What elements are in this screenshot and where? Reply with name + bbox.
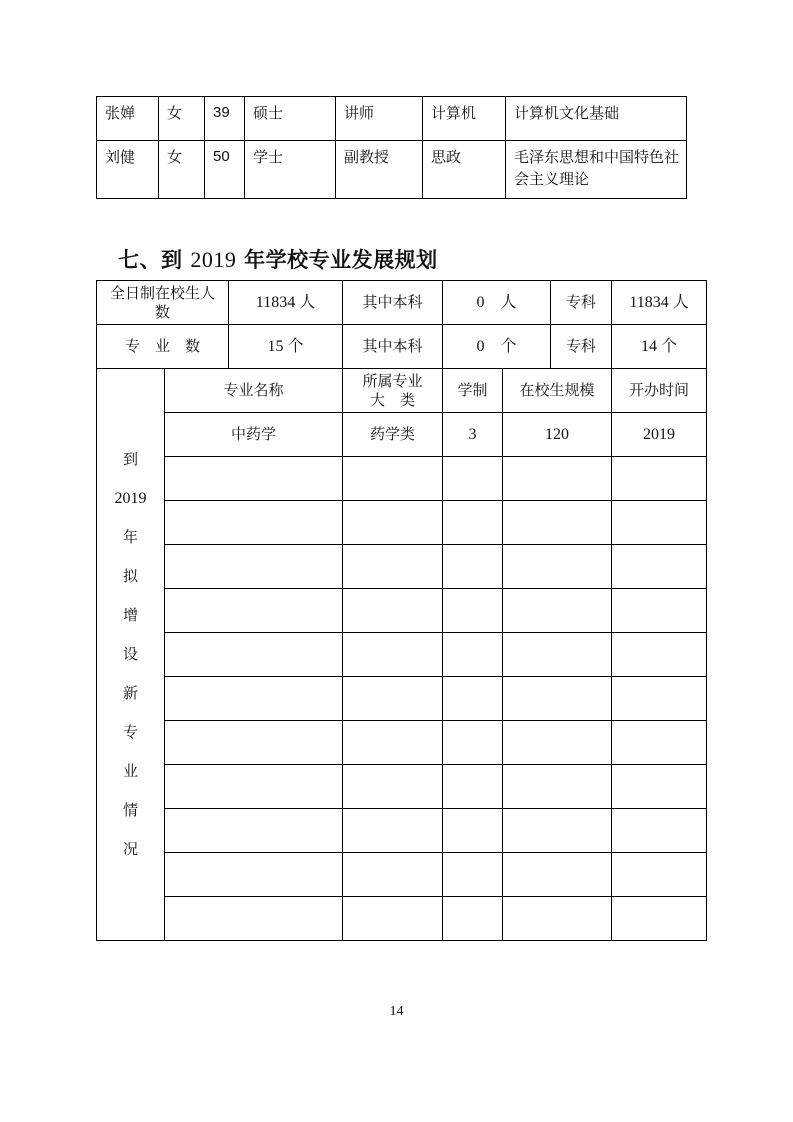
- majors-value: 15 个: [229, 325, 343, 369]
- side-label-char: 况: [122, 840, 138, 858]
- side-label: [97, 369, 165, 941]
- empty-row: [97, 765, 707, 809]
- plan-table: [96, 280, 707, 941]
- header-start-time: 开办时间: [612, 369, 707, 413]
- staff-degree-cell: 学士: [245, 141, 336, 199]
- specialty-value: 11834 人: [612, 281, 707, 325]
- section-title-suffix: 年学校专业发展规划: [244, 248, 438, 272]
- staff-course-cell: 毛泽东思想和中国特色社会主义理论: [506, 141, 687, 199]
- side-label-char: 拟: [122, 567, 138, 585]
- empty-row: [97, 809, 707, 853]
- side-label-char: 专: [122, 723, 138, 741]
- empty-row: [97, 897, 707, 941]
- side-label-char: 业: [122, 762, 138, 780]
- enrollment-value: 11834 人: [229, 281, 343, 325]
- section-title-prefix: 七、到: [118, 248, 183, 272]
- summary-row-majors: [97, 325, 707, 369]
- staff-name-cell: 张婵: [97, 97, 159, 141]
- staff-course-cell: 计算机文化基础: [506, 97, 687, 141]
- staff-title-cell: 副教授: [336, 141, 423, 199]
- empty-row: [97, 545, 707, 589]
- empty-row: [97, 589, 707, 633]
- specialty-majors-value: 14 个: [612, 325, 707, 369]
- header-category: 所属专业大 类: [343, 369, 443, 413]
- undergrad-majors-label: 其中本科: [343, 325, 443, 369]
- table-row: [97, 141, 687, 199]
- summary-row-students: [97, 281, 707, 325]
- staff-gender-cell: 女: [159, 141, 205, 199]
- category-cell: 药学类: [343, 413, 443, 457]
- staff-dept-cell: 计算机: [423, 97, 506, 141]
- empty-row: [97, 633, 707, 677]
- empty-row: [97, 457, 707, 501]
- undergrad-majors-value: 0 个: [443, 325, 551, 369]
- specialty-majors-label: 专科: [551, 325, 612, 369]
- side-label-char: 年: [122, 528, 138, 546]
- header-enrollment: 在校生规模: [503, 369, 612, 413]
- side-label-char: 设: [122, 645, 138, 663]
- start-time-cell: 2019: [612, 413, 707, 457]
- specialty-label: 专科: [551, 281, 612, 325]
- enrollment-label: 全日制在校生人数: [97, 281, 229, 325]
- empty-row: [97, 853, 707, 897]
- plan-header-row: [97, 369, 707, 413]
- undergrad-label: 其中本科: [343, 281, 443, 325]
- empty-row: [97, 677, 707, 721]
- staff-degree-cell: 硕士: [245, 97, 336, 141]
- undergrad-value: 0 人: [443, 281, 551, 325]
- empty-row: [97, 501, 707, 545]
- staff-age-cell: 39: [205, 97, 245, 141]
- staff-table: [96, 96, 687, 199]
- staff-age-cell: 50: [205, 141, 245, 199]
- table-row: [97, 97, 687, 141]
- side-label-char: 情: [122, 801, 138, 819]
- major-name-cell: 中药学: [165, 413, 343, 457]
- side-label-char: 到: [122, 450, 138, 468]
- majors-label: 专 业 数: [97, 325, 229, 369]
- page-number: 14: [389, 1004, 404, 1019]
- staff-dept-cell: 思政: [423, 141, 506, 199]
- side-label-char: 增: [122, 606, 138, 624]
- empty-row: [97, 721, 707, 765]
- section-title-year: 2019: [190, 247, 237, 272]
- staff-title-cell: 讲师: [336, 97, 423, 141]
- section-title: [118, 244, 438, 274]
- header-duration: 学制: [443, 369, 503, 413]
- enrollment-cell: 120: [503, 413, 612, 457]
- table-row: [97, 413, 707, 457]
- staff-name-cell: 刘健: [97, 141, 159, 199]
- side-label-year: 2019: [114, 490, 147, 507]
- staff-gender-cell: 女: [159, 97, 205, 141]
- duration-cell: 3: [443, 413, 503, 457]
- header-major-name: 专业名称: [165, 369, 343, 413]
- side-label-char: 新: [122, 684, 138, 702]
